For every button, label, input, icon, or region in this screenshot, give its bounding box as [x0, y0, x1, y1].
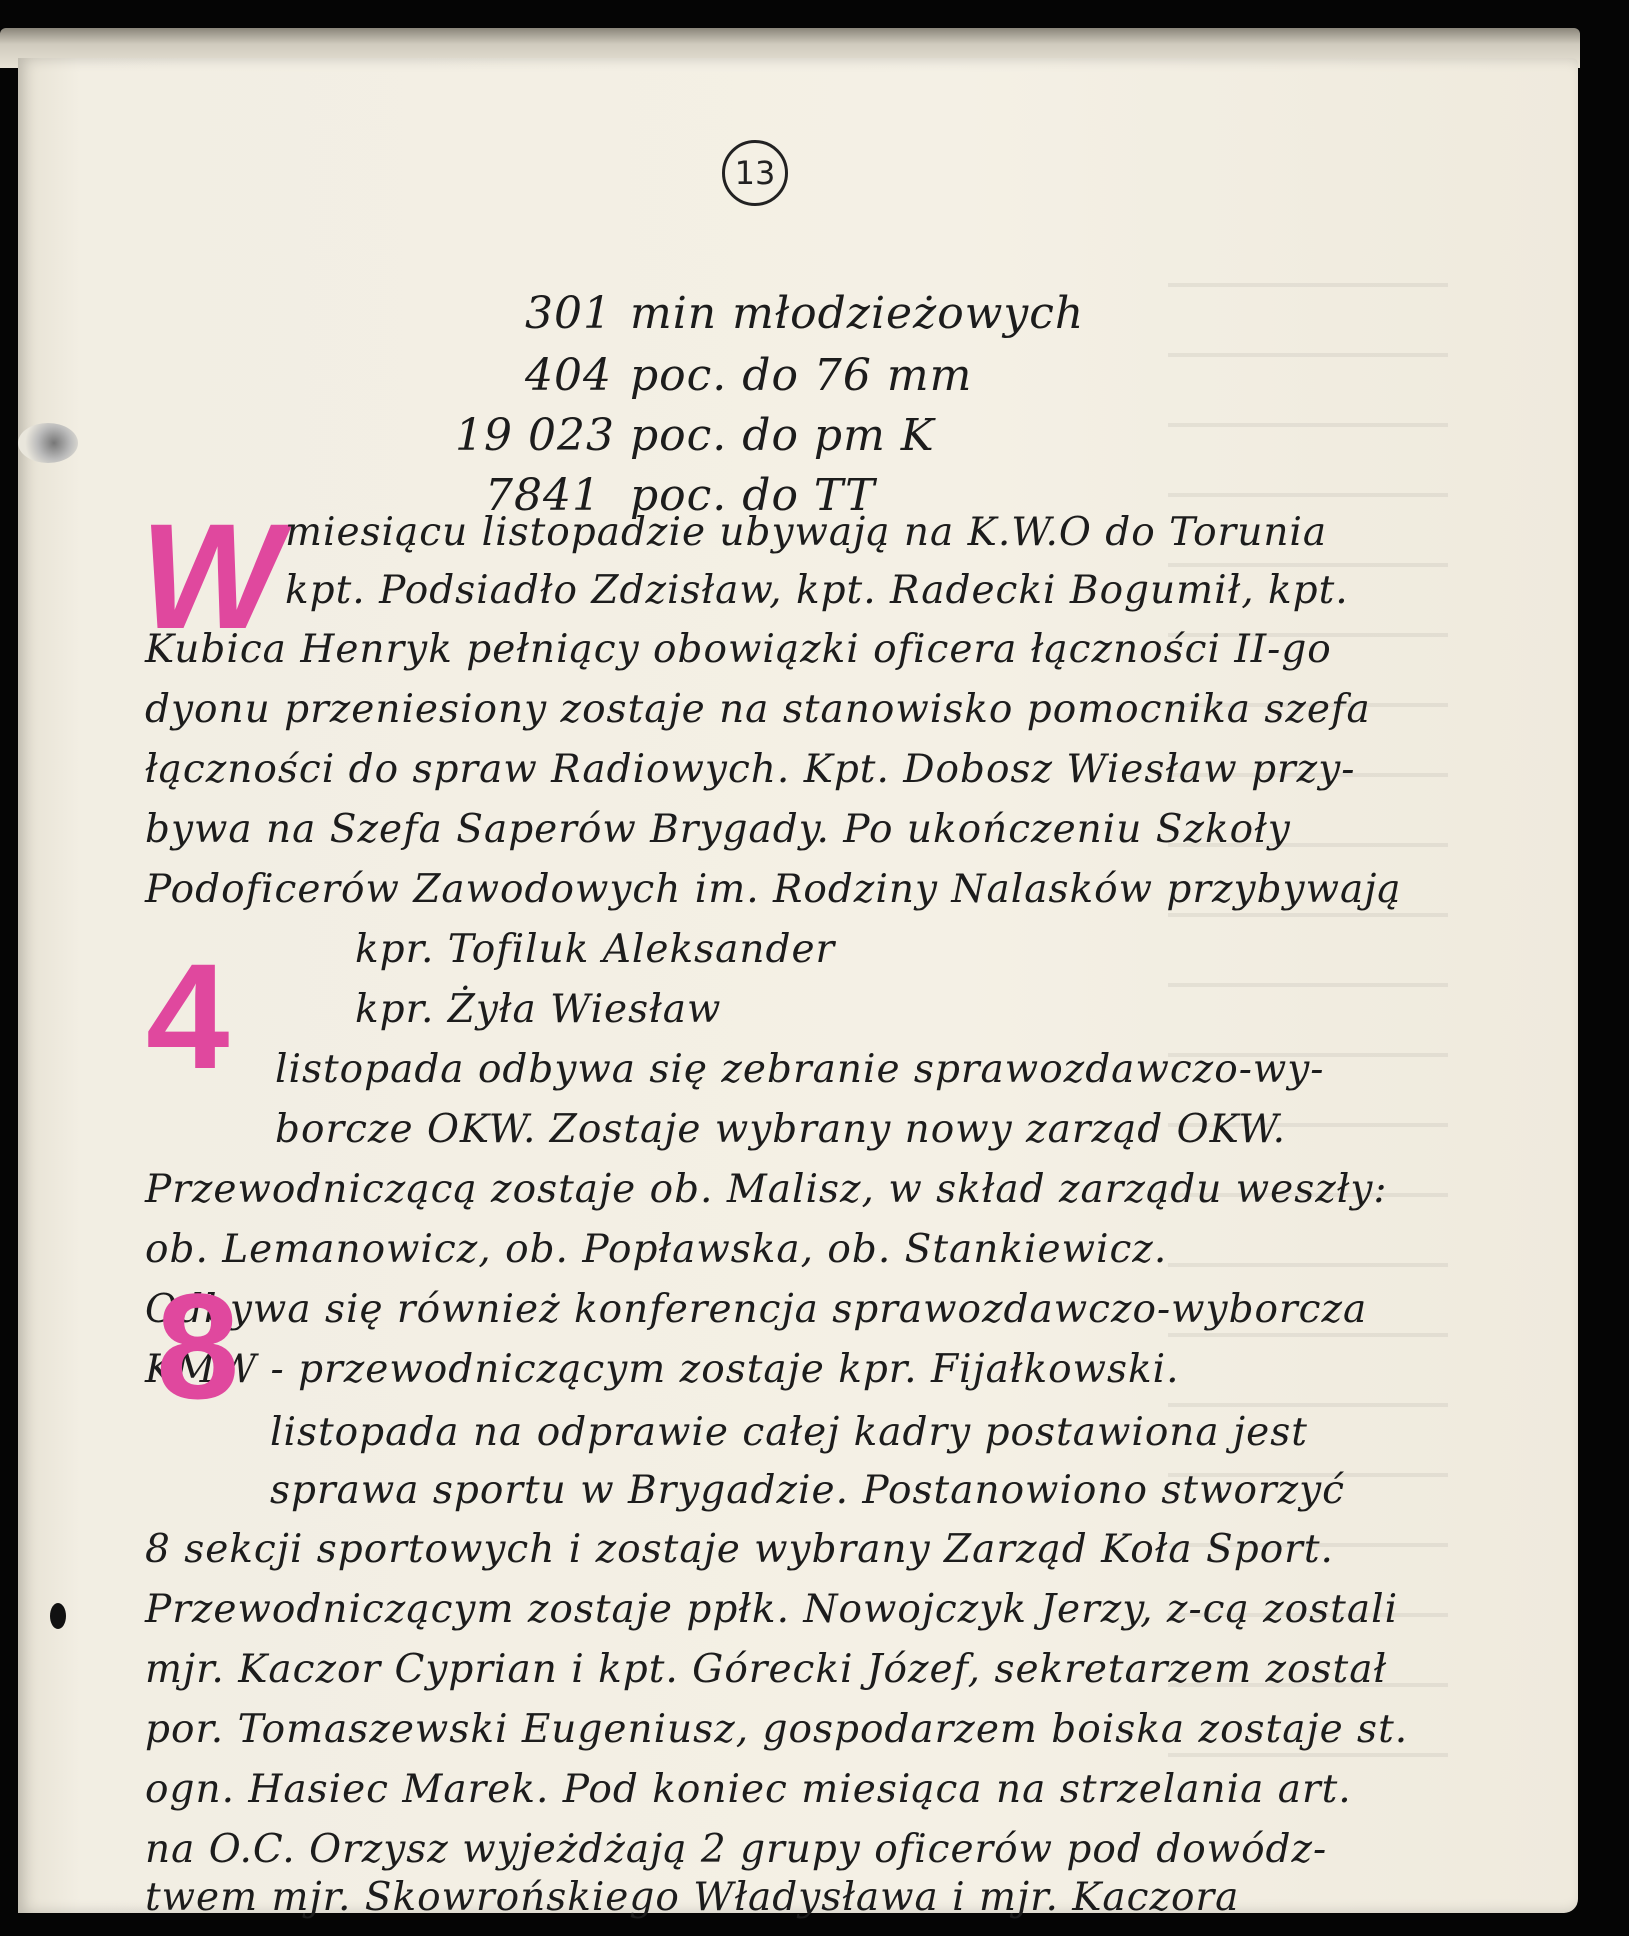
entry-line: na O.C. Orzysz wyjeżdżają 2 grupy oficerów pod dowódz- — [145, 1827, 1328, 1872]
decorative-initial: W — [140, 492, 282, 660]
entry-line: sprawa sportu w Brygadzie. Postanowiono stworzyć — [270, 1468, 1346, 1513]
entry-line: borcze OKW. Zostaje wybrany nowy zarząd OKW. — [275, 1107, 1287, 1152]
entry-line: kpt. Podsiadło Zdzisław, kpt. Radecki Bogumił, kpt. — [285, 568, 1349, 613]
entry-line: KMW - przewodniczącym zostaje kpr. Fijałkowski. — [145, 1347, 1180, 1392]
entry-line: kpr. Tofiluk Aleksander — [355, 927, 836, 972]
entry-line: miesiącu listopadzie ubywają na K.W.O do Torunia — [285, 510, 1328, 555]
decorative-initial: 8 — [156, 1262, 240, 1430]
entry-line: Kubica Henryk pełniący obowiązki oficera łączności II-go — [145, 627, 1332, 672]
page-number: 13 — [722, 140, 788, 206]
inventory-count: 301 — [525, 288, 612, 339]
entry-line: Przewodniczącym zostaje ppłk. Nowojczyk Jerzy, z-cą zostali — [145, 1587, 1399, 1632]
entry-line: ob. Lemanowicz, ob. Popławska, ob. Stankiewicz. — [145, 1227, 1168, 1272]
inventory-count: 404 — [525, 350, 612, 401]
entry-line: łączności do spraw Radiowych. Kpt. Dobosz Wiesław przy- — [145, 747, 1356, 792]
entry-line: listopada odbywa się zebranie sprawozdawczo-wy- — [275, 1047, 1325, 1092]
entry-line: Odbywa się również konferencja sprawozdawczo-wyborcza — [145, 1287, 1368, 1332]
binding-mark — [50, 1603, 66, 1629]
inventory-item: poc. do pm K — [630, 410, 935, 461]
inventory-count: 19 023 — [455, 410, 615, 461]
inventory-item: min młodzieżowych — [630, 288, 1085, 339]
entry-line: dyonu przeniesiony zostaje na stanowisko pomocnika szefa — [145, 687, 1371, 732]
entry-line: kpr. Żyła Wiesław — [355, 987, 722, 1032]
entry-line: 8 sekcji sportowych i zostaje wybrany Zarząd Koła Sport. — [145, 1527, 1334, 1572]
inventory-item: poc. do 76 mm — [630, 350, 973, 401]
inventory-count: 7841 — [485, 470, 601, 521]
entry-line: Przewodniczącą zostaje ob. Malisz, w skład zarządu weszły: — [145, 1167, 1388, 1212]
entry-line: bywa na Szefa Saperów Brygady. Po ukończeniu Szkoły — [145, 807, 1291, 852]
entry-line: por. Tomaszewski Eugeniusz, gospodarzem boiska zostaje st. — [145, 1707, 1409, 1752]
entry-line: Podoficerów Zawodowych im. Rodziny Nalasków przybywają — [145, 867, 1402, 912]
entry-line: twem mjr. Skowrońskiego Władysława i mjr. Kaczora — [145, 1875, 1240, 1920]
entry-line: ogn. Hasiec Marek. Pod koniec miesiąca na strzelania art. — [145, 1767, 1352, 1812]
decorative-initial: 4 — [146, 932, 230, 1100]
entry-line: listopada na odprawie całej kadry postawiona jest — [270, 1410, 1308, 1455]
binding-hole — [18, 423, 78, 463]
inventory-item: poc. do TT — [630, 470, 876, 521]
entry-line: mjr. Kaczor Cyprian i kpt. Górecki Józef, sekretarzem został — [145, 1647, 1388, 1692]
